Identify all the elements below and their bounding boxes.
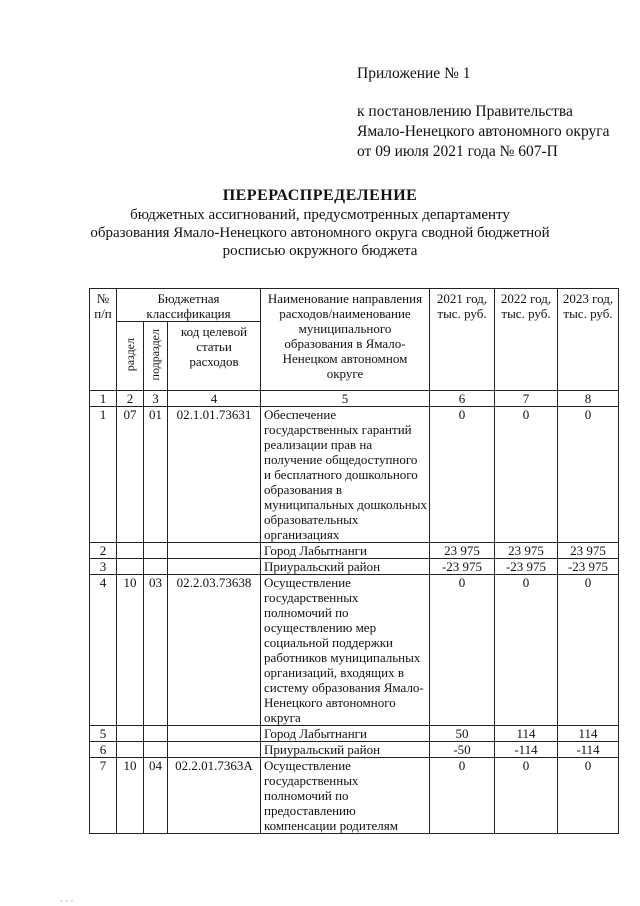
cell-2021: 0 bbox=[430, 407, 495, 543]
cell-target-code bbox=[168, 726, 261, 742]
col-number: 8 bbox=[558, 391, 619, 407]
cell-name: Осуществление государственных полномочий по предоставлению компенсации родителям bbox=[261, 758, 430, 834]
header-budget-classification: Бюджетная классификация bbox=[117, 289, 261, 322]
cell-2021: 0 bbox=[430, 575, 495, 726]
cell-num: 3 bbox=[90, 559, 117, 575]
cell-section bbox=[117, 742, 144, 758]
cell-section: 07 bbox=[117, 407, 144, 543]
cell-name: Обеспечение государственных гарантий реализации прав на получение общедоступного и бесплатного дошкольного образования в муниципальных дошкольных образовательных организациях bbox=[261, 407, 430, 543]
scan-mark: · · · bbox=[60, 896, 74, 906]
cell-target-code: 02.2.01.7363А bbox=[168, 758, 261, 834]
table-row bbox=[90, 726, 619, 742]
cell-2022: 23 975 bbox=[495, 543, 558, 559]
col-number: 1 bbox=[90, 391, 117, 407]
col-number: 6 bbox=[430, 391, 495, 407]
cell-2021: 0 bbox=[430, 758, 495, 834]
cell-2023: -114 bbox=[558, 742, 619, 758]
cell-subsection bbox=[144, 559, 168, 575]
cell-num: 1 bbox=[90, 407, 117, 543]
appendix-line-1: к постановлению Правительства bbox=[357, 103, 573, 120]
header-target-code: код целевой статьи расходов bbox=[168, 322, 261, 391]
appendix-line-3: от 09 июля 2021 года № 607-П bbox=[357, 143, 558, 160]
appendix-title: Приложение № 1 bbox=[357, 65, 471, 82]
redistribution-table bbox=[89, 288, 619, 834]
header-2021: 2021 год, тыс. руб. bbox=[430, 289, 495, 391]
cell-section bbox=[117, 726, 144, 742]
table-row bbox=[90, 407, 619, 543]
cell-2023: 0 bbox=[558, 407, 619, 543]
appendix-line-2: Ямало-Ненецкого автономного округа bbox=[357, 123, 610, 140]
cell-section: 10 bbox=[117, 575, 144, 726]
cell-num: 4 bbox=[90, 575, 117, 726]
cell-2023: 23 975 bbox=[558, 543, 619, 559]
cell-2022: -23 975 bbox=[495, 559, 558, 575]
header-2023: 2023 год, тыс. руб. bbox=[558, 289, 619, 391]
cell-2021: 23 975 bbox=[430, 543, 495, 559]
cell-2022: -114 bbox=[495, 742, 558, 758]
cell-subsection: 03 bbox=[144, 575, 168, 726]
cell-2022: 0 bbox=[495, 407, 558, 543]
cell-section bbox=[117, 559, 144, 575]
cell-num: 7 bbox=[90, 758, 117, 834]
table-row bbox=[90, 758, 619, 834]
cell-2021: -23 975 bbox=[430, 559, 495, 575]
cell-subsection bbox=[144, 543, 168, 559]
header-num: № п/п bbox=[90, 289, 117, 391]
cell-2023: -23 975 bbox=[558, 559, 619, 575]
table-row bbox=[90, 575, 619, 726]
cell-name: Осуществление государственных полномочий по осуществлению мер социальной поддержки работников муниципальных организаций, входящих в систему образования Ямало-Ненецкого автономного округа bbox=[261, 575, 430, 726]
cell-2023: 0 bbox=[558, 758, 619, 834]
cell-name: Город Лабытнанги bbox=[261, 726, 430, 742]
cell-name: Приуральский район bbox=[261, 559, 430, 575]
header-section: раздел bbox=[117, 322, 144, 391]
cell-target-code: 02.2.03.73638 bbox=[168, 575, 261, 726]
cell-subsection: 01 bbox=[144, 407, 168, 543]
cell-section bbox=[117, 543, 144, 559]
col-number: 5 bbox=[261, 391, 430, 407]
cell-num: 5 bbox=[90, 726, 117, 742]
header-2022: 2022 год, тыс. руб. bbox=[495, 289, 558, 391]
table-row bbox=[90, 543, 619, 559]
col-number: 7 bbox=[495, 391, 558, 407]
cell-2022: 0 bbox=[495, 575, 558, 726]
cell-section: 10 bbox=[117, 758, 144, 834]
cell-2023: 0 bbox=[558, 575, 619, 726]
cell-subsection bbox=[144, 742, 168, 758]
cell-subsection bbox=[144, 726, 168, 742]
cell-subsection: 04 bbox=[144, 758, 168, 834]
col-number: 4 bbox=[168, 391, 261, 407]
header-name: Наименование направления расходов/наименование муниципального образования в Ямало-Ненецком автономном округе bbox=[261, 289, 430, 391]
table-row bbox=[90, 559, 619, 575]
cell-2022: 0 bbox=[495, 758, 558, 834]
header-row-1 bbox=[90, 289, 619, 322]
cell-2021: 50 bbox=[430, 726, 495, 742]
cell-2022: 114 bbox=[495, 726, 558, 742]
cell-2021: -50 bbox=[430, 742, 495, 758]
header-subsection: подраздел bbox=[144, 322, 168, 391]
column-number-row bbox=[90, 391, 619, 407]
cell-num: 2 bbox=[90, 543, 117, 559]
cell-target-code: 02.1.01.73631 bbox=[168, 407, 261, 543]
document-subtitle: бюджетных ассигнований, предусмотренных департаменту образования Ямало-Ненецкого автономного округа сводной бюджетной росписью окружного бюджета bbox=[90, 207, 550, 259]
cell-num: 6 bbox=[90, 742, 117, 758]
appendix-block bbox=[357, 64, 609, 162]
cell-target-code bbox=[168, 559, 261, 575]
col-number: 3 bbox=[144, 391, 168, 407]
document-title: ПЕРЕРАСПРЕДЕЛЕНИЕ bbox=[222, 187, 418, 204]
cell-target-code bbox=[168, 543, 261, 559]
cell-name: Город Лабытнанги bbox=[261, 543, 430, 559]
cell-target-code bbox=[168, 742, 261, 758]
col-number: 2 bbox=[117, 391, 144, 407]
cell-2023: 114 bbox=[558, 726, 619, 742]
cell-name: Приуральский район bbox=[261, 742, 430, 758]
table-row bbox=[90, 742, 619, 758]
